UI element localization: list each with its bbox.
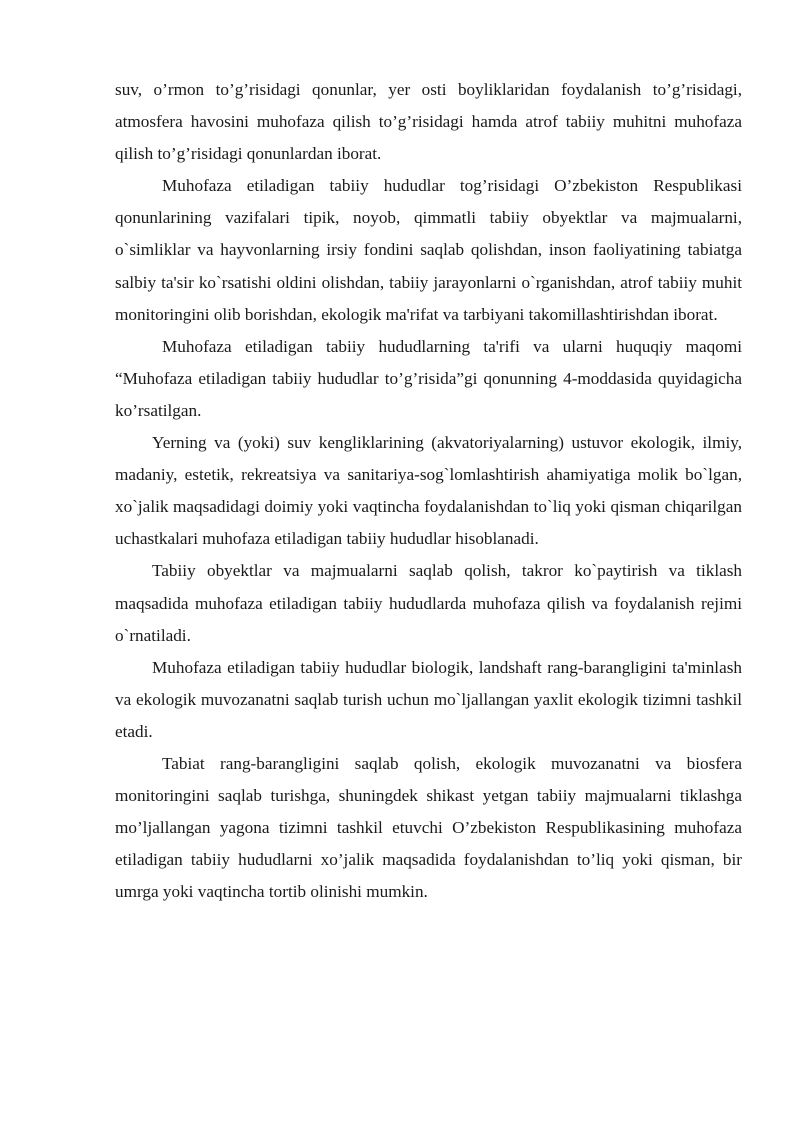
- paragraph-withdrawal: Tabiat rang-barangligini saqlab qolish, ekologik muvozanatni va biosfera monitoringini saqlab turishga, shuningdek shikast yetgan tabiiy majmualarni tiklashga mo’ljallangan yagona tizimni tashkil etuvchi O’zbekiston Respublikasining muhofaza etiladigan tabiiy hududlarni xo’jalik maqsadida foydalanishdan to’liq yoki qisman, bir umrga yoki vaqtincha tortib olinishi mumkin.: [115, 753, 742, 902]
- paragraph-continued: suv, o’rmon to’g’risidagi qonunlar, yer osti boyliklaridan foydalanish to’g’risidagi, atmosfera havosini muhofaza qilish to’g’risidagi hamda atrof tabiiy muhitni muhofaza qilish to’g’risidagi qonunlardan iborat.: [115, 80, 742, 164]
- paragraph-definition: Yerning va (yoki) suv kengliklarining (akvatoriyalarning) ustuvor ekologik, ilmiy, madaniy, estetik, rekreatsiya va sanitariya-sog`lomlashtirish ahamiyatiga molik bo`lgan, xo`jalik maqsadidagi doimiy yoki vaqtincha foydalanishdan to`liq yoki qisman chiqarilgan uchastkalari muhofaza etiladigan tabiiy hududlar hisoblanadi.: [115, 433, 742, 549]
- paragraph-definition-intro: Muhofaza etiladigan tabiiy hududlarning ta'rifi va ularni huquqiy maqomi “Muhofaza etiladigan tabiiy hududlar to’g’risida”gi qonunning 4-moddasida quyidagicha ko’rsatilgan.: [115, 336, 742, 420]
- paragraph-ecological-system: Muhofaza etiladigan tabiiy hududlar biologik, landshaft rang-barangligini ta'minlash va ekologik muvozanatni saqlab turish uchun mo`ljallangan yaxlit ekologik tizimni tashkil etadi.: [115, 657, 742, 741]
- document-page: [115, 74, 742, 908]
- paragraph-protection-regime: Tabiiy obyektlar va majmualarni saqlab qolish, takror ko`paytirish va tiklash maqsadida muhofaza etiladigan tabiiy hududlarda muhofaza qilish va foydalanish rejimi o`rnatiladi.: [115, 561, 742, 645]
- paragraph-protected-areas-laws: Muhofaza etiladigan tabiiy hududlar tog’risidagi O’zbekiston Respublikasi qonunlarining vazifalari tipik, noyob, qimmatli tabiiy obyektlar va majmualarni, o`simliklar va hayvonlarning irsiy fondini saqlab qolishdan, inson faoliyatining tabiatga salbiy ta'sir ko`rsatishi oldini olishdan, tabiiy jarayonlarni o`rganishdan, atrof tabiiy muhit monitoringini olib borishdan, ekologik ma'rifat va tarbiyani takomillashtirishdan iborat.: [115, 176, 742, 324]
